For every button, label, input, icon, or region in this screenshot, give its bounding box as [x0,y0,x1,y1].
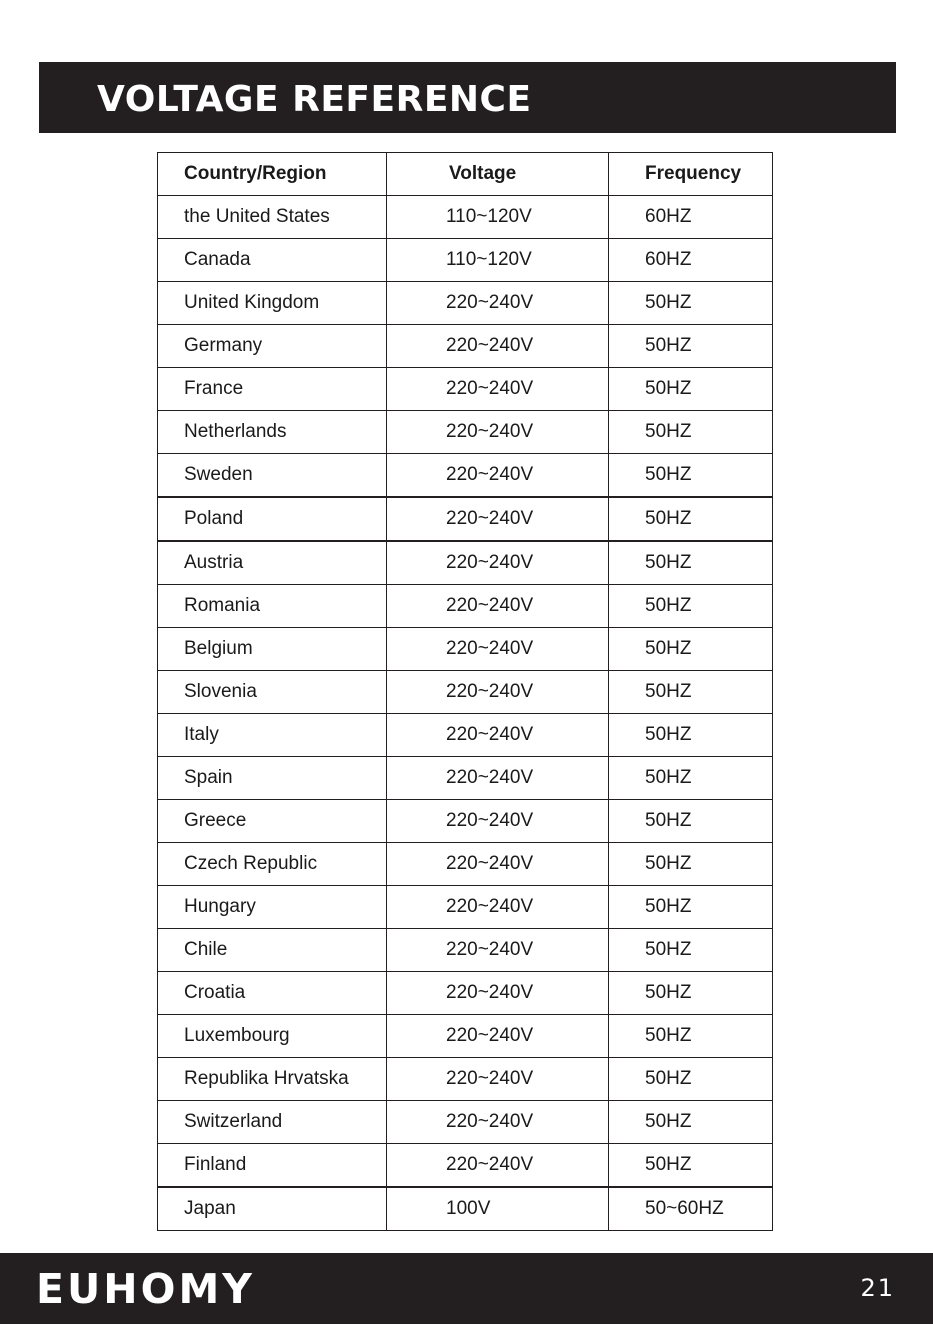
column-header-voltage: Voltage [387,153,609,196]
table-row [158,972,773,1015]
table-header-row [158,153,773,196]
table-row [158,1187,773,1231]
cell-country: the United States [158,196,387,239]
cell-country: Luxembourg [158,1015,387,1058]
cell-frequency: 50HZ [609,886,773,929]
cell-frequency: 50HZ [609,454,773,498]
cell-voltage: 220~240V [387,368,609,411]
table-row [158,671,773,714]
cell-voltage: 220~240V [387,585,609,628]
table-row [158,454,773,498]
cell-voltage: 220~240V [387,325,609,368]
cell-frequency: 60HZ [609,239,773,282]
cell-voltage: 220~240V [387,454,609,498]
cell-frequency: 50HZ [609,585,773,628]
cell-frequency: 50~60HZ [609,1187,773,1231]
table-row [158,368,773,411]
footer-bar [0,1253,933,1324]
cell-frequency: 50HZ [609,800,773,843]
cell-voltage: 220~240V [387,282,609,325]
cell-voltage: 220~240V [387,541,609,585]
cell-country: Slovenia [158,671,387,714]
cell-voltage: 220~240V [387,671,609,714]
cell-country: Switzerland [158,1101,387,1144]
table-row [158,628,773,671]
table-row [158,585,773,628]
table-row [158,800,773,843]
table-row [158,239,773,282]
cell-voltage: 220~240V [387,843,609,886]
cell-voltage: 110~120V [387,196,609,239]
column-header-country: Country/Region [158,153,387,196]
cell-country: Sweden [158,454,387,498]
cell-frequency: 50HZ [609,843,773,886]
column-header-frequency: Frequency [609,153,773,196]
cell-voltage: 220~240V [387,714,609,757]
cell-country: Canada [158,239,387,282]
table-row [158,325,773,368]
cell-voltage: 220~240V [387,497,609,541]
page-number: 21 [860,1274,895,1302]
cell-voltage: 220~240V [387,929,609,972]
cell-country: Germany [158,325,387,368]
cell-country: Belgium [158,628,387,671]
voltage-reference-table [157,152,773,1231]
table-row [158,757,773,800]
cell-frequency: 50HZ [609,282,773,325]
cell-country: Italy [158,714,387,757]
table-row [158,411,773,454]
page-title: VOLTAGE REFERENCE [97,79,532,120]
cell-frequency: 50HZ [609,368,773,411]
table-row [158,929,773,972]
cell-frequency: 50HZ [609,972,773,1015]
cell-voltage: 220~240V [387,1015,609,1058]
cell-country: Austria [158,541,387,585]
cell-voltage: 110~120V [387,239,609,282]
cell-voltage: 220~240V [387,757,609,800]
table-row [158,1058,773,1101]
table-row [158,282,773,325]
cell-country: France [158,368,387,411]
cell-frequency: 50HZ [609,1101,773,1144]
table-row [158,1144,773,1188]
cell-frequency: 50HZ [609,714,773,757]
cell-country: Spain [158,757,387,800]
cell-voltage: 220~240V [387,1101,609,1144]
cell-voltage: 220~240V [387,1144,609,1188]
title-bar [39,62,896,133]
table-row [158,843,773,886]
cell-frequency: 50HZ [609,929,773,972]
cell-voltage: 220~240V [387,800,609,843]
cell-country: Poland [158,497,387,541]
cell-country: Japan [158,1187,387,1231]
cell-voltage: 100V [387,1187,609,1231]
cell-frequency: 50HZ [609,497,773,541]
brand-logo: EUHOMY [36,1265,255,1313]
cell-country: United Kingdom [158,282,387,325]
cell-country: Greece [158,800,387,843]
cell-frequency: 60HZ [609,196,773,239]
cell-country: Croatia [158,972,387,1015]
cell-country: Czech Republic [158,843,387,886]
cell-frequency: 50HZ [609,1144,773,1188]
cell-frequency: 50HZ [609,671,773,714]
cell-frequency: 50HZ [609,1058,773,1101]
cell-frequency: 50HZ [609,1015,773,1058]
cell-voltage: 220~240V [387,628,609,671]
cell-country: Republika Hrvatska [158,1058,387,1101]
cell-frequency: 50HZ [609,325,773,368]
cell-country: Finland [158,1144,387,1188]
cell-voltage: 220~240V [387,886,609,929]
cell-frequency: 50HZ [609,628,773,671]
cell-voltage: 220~240V [387,1058,609,1101]
cell-voltage: 220~240V [387,972,609,1015]
table-row [158,886,773,929]
cell-voltage: 220~240V [387,411,609,454]
cell-frequency: 50HZ [609,757,773,800]
cell-frequency: 50HZ [609,411,773,454]
cell-country: Hungary [158,886,387,929]
cell-country: Chile [158,929,387,972]
cell-frequency: 50HZ [609,541,773,585]
cell-country: Netherlands [158,411,387,454]
table-row [158,1101,773,1144]
table-row [158,541,773,585]
cell-country: Romania [158,585,387,628]
table-row [158,497,773,541]
table-row [158,714,773,757]
table-row [158,196,773,239]
table-row [158,1015,773,1058]
